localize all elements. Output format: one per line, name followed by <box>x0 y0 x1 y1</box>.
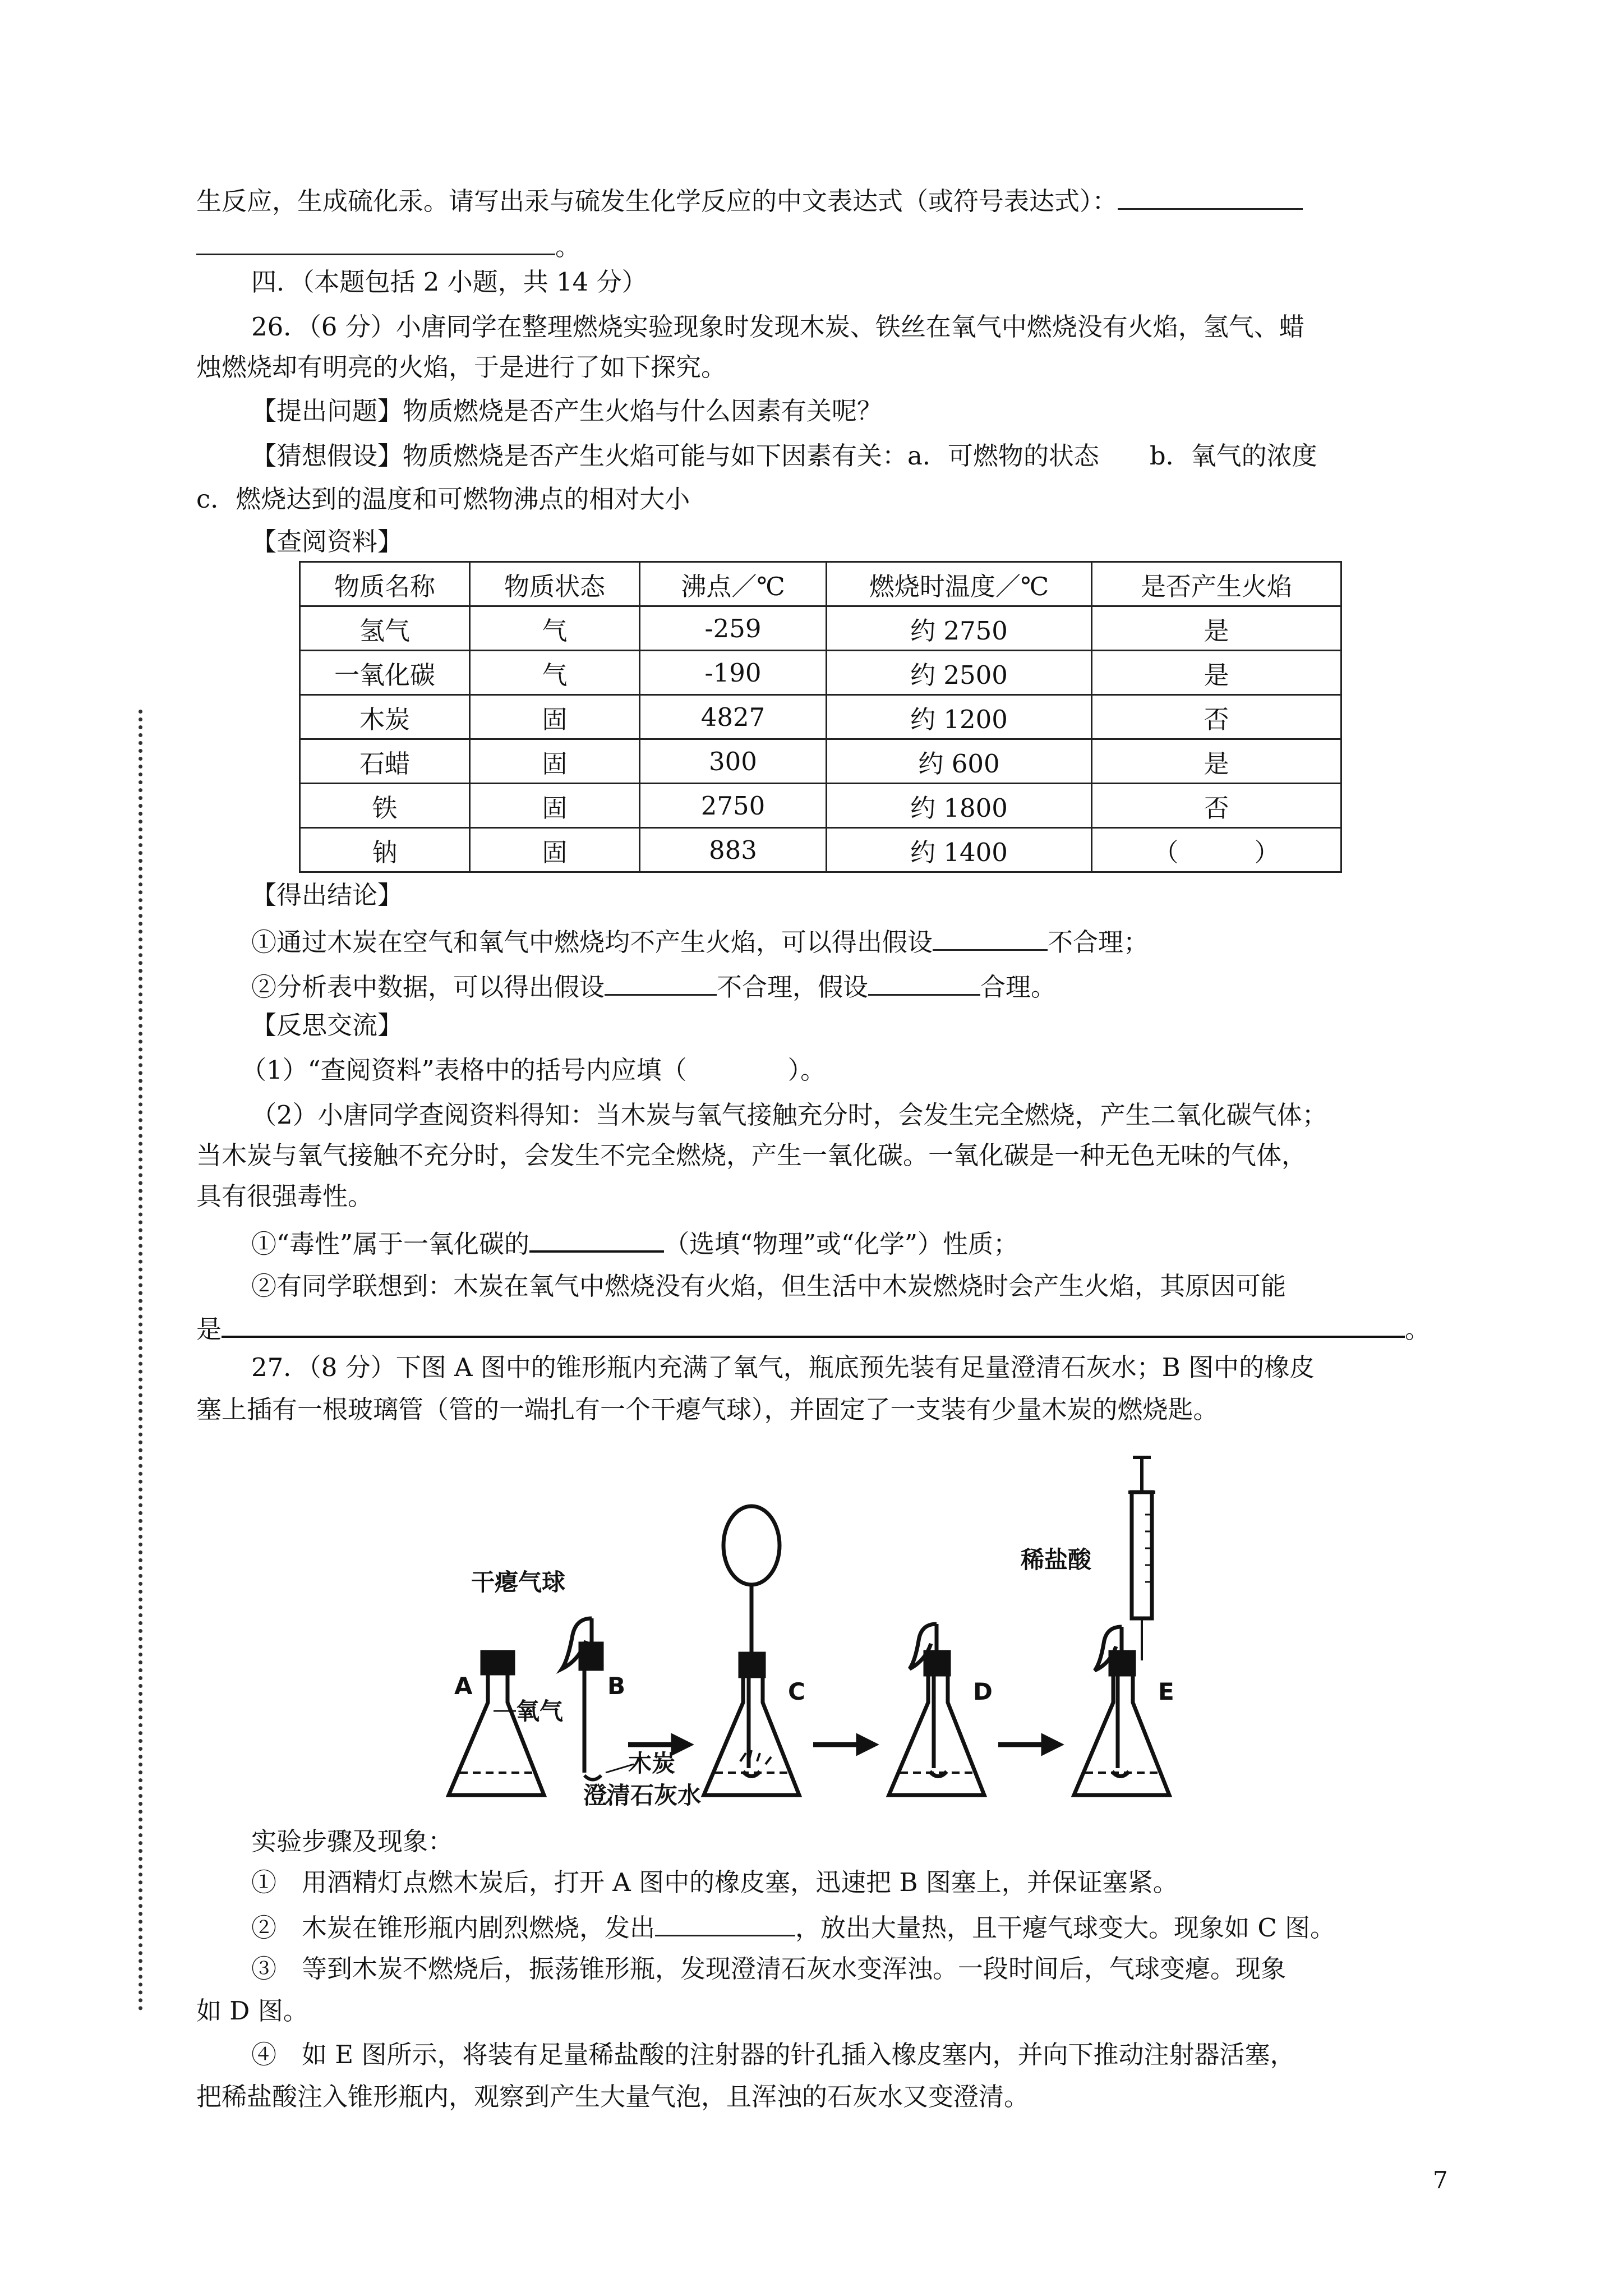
label-balloon: 干瘪气球 <box>471 1568 566 1596</box>
answer-line: 。 <box>196 229 580 263</box>
table-header: 沸点／℃ <box>640 562 827 606</box>
answer-blank[interactable] <box>605 969 717 996</box>
lookup-heading: 【查阅资料】 <box>251 527 403 556</box>
reflect-2-cont: 具有很强毒性。 <box>196 1181 374 1211</box>
hypothesis-line: 【猜想假设】物质燃烧是否产生火焰可能与如下因素有关：a．可燃物的状态 b．氧气的浓度 <box>251 441 1317 471</box>
label-acid: 稀盐酸 <box>1021 1546 1092 1573</box>
answer-blank[interactable] <box>222 1311 1405 1338</box>
question-25-end-line <box>196 183 1303 217</box>
step-2: ② 木炭在锥形瓶内剧烈燃烧，发出 ，放出大量热，且干瘪气球变大。现象如 C 图。 <box>251 1910 1335 1944</box>
flask-d <box>889 1624 984 1795</box>
step-3: ③ 等到木炭不燃烧后，振荡锥形瓶，发现澄清石灰水变浑浊。一段时间后，气球变瘪。现象 <box>251 1954 1287 1984</box>
reflect-2: （2）小唐同学查阅资料得知：当木炭与氧气接触充分时，会发生完全燃烧，产生二氧化碳气体； <box>251 1100 1327 1130</box>
raise-question: 【提出问题】物质燃烧是否产生火焰与什么因素有关呢？ <box>251 396 883 426</box>
step-4-cont: 把稀盐酸注入锥形瓶内，观察到产生大量气泡，且浑浊的石灰水又变澄清。 <box>196 2082 1030 2111</box>
label-d: D <box>973 1678 993 1705</box>
table-header: 是否产生火焰 <box>1092 562 1341 606</box>
reflect-heading: 【反思交流】 <box>251 1010 403 1040</box>
table-header: 物质状态 <box>470 562 640 606</box>
table-header-row <box>300 562 1341 606</box>
table-header: 物质名称 <box>300 562 470 606</box>
question-26-stem-cont: 烛燃烧却有明亮的火焰，于是进行了如下探究。 <box>196 352 727 382</box>
table-row: 钠 固 883 约 1400 （ ） <box>300 828 1341 872</box>
reflect-2-2-answer: 是 。 <box>196 1311 1430 1345</box>
label-charcoal: 木炭 <box>628 1750 676 1777</box>
conclusion-2: ②分析表中数据，可以得出假设 不合理，假设 合理。 <box>251 969 1056 1003</box>
step-1: ① 用酒精灯点燃木炭后，打开 A 图中的橡皮塞，迅速把 B 图塞上，并保证塞紧。 <box>251 1867 1178 1897</box>
table-row: 木炭 固 4827 约 1200 否 <box>300 695 1341 739</box>
reflect-2-1: ①“毒性”属于一氧化碳的 （选填“物理”或“化学”）性质； <box>251 1226 1018 1260</box>
hypothesis-c: c．燃烧达到的温度和可燃物沸点的相对大小 <box>196 484 690 514</box>
table-row: 一氧化碳 气 -190 约 2500 是 <box>300 651 1341 695</box>
question-27-stem-cont: 塞上插有一根玻璃管（管的一端扎有一个干瘪气球），并固定了一支装有少量木炭的燃烧匙。 <box>196 1395 1219 1424</box>
label-e: E <box>1158 1678 1174 1705</box>
experiment-figure <box>437 1447 1223 1806</box>
answer-blank[interactable] <box>655 1910 795 1936</box>
conclusion-1: ①通过木炭在空气和氧气中燃烧均不产生火焰，可以得出假设 不合理； <box>251 924 1149 958</box>
label-a: A <box>454 1672 473 1700</box>
answer-blank[interactable] <box>196 229 555 255</box>
stopper-b <box>562 1618 602 1780</box>
section-heading: 四．（本题包括 2 小题，共 14 分） <box>251 267 647 297</box>
steps-heading: 实验步骤及现象： <box>251 1826 454 1856</box>
page-number: 7 <box>1433 2166 1448 2194</box>
text: 生反应，生成硫化汞。请写出汞与硫发生化学反应的中文表达式（或符号表达式）： <box>196 186 1118 216</box>
answer-blank[interactable] <box>868 969 980 996</box>
data-table <box>299 561 1342 873</box>
label-b: B <box>607 1672 626 1700</box>
answer-blank[interactable] <box>1118 183 1303 210</box>
table-header: 燃烧时温度／℃ <box>827 562 1092 606</box>
answer-blank[interactable] <box>529 1226 664 1253</box>
label-limewater: 澄清石灰水 <box>583 1782 702 1806</box>
step-3-cont: 如 D 图。 <box>196 1996 308 2026</box>
flask-c <box>704 1506 799 1795</box>
reflect-2-cont: 当木炭与氧气接触不充分时，会发生不完全燃烧，产生一氧化碳。一氧化碳是一种无色无味的气体， <box>196 1140 1307 1170</box>
label-c: C <box>788 1678 805 1705</box>
answer-blank[interactable] <box>933 924 1048 951</box>
table-row: 氢气 气 -259 约 2750 是 <box>300 606 1341 651</box>
conclusion-heading: 【得出结论】 <box>251 880 403 910</box>
question-27-stem: 27．（8 分）下图 A 图中的锥形瓶内充满了氧气，瓶底预先装有足量澄清石灰水；B 图中的橡皮 <box>251 1352 1315 1382</box>
reflect-1: （1）“查阅资料”表格中的括号内应填（ ）。 <box>241 1055 826 1085</box>
question-26-stem: 26．（6 分）小唐同学在整理燃烧实验现象时发现木炭、铁丝在氧气中燃烧没有火焰，氢气、蜡 <box>251 312 1304 342</box>
table-row: 铁 固 2750 约 1800 否 <box>300 784 1341 828</box>
step-4: ④ 如 E 图所示，将装有足量稀盐酸的注射器的针孔插入橡皮塞内，并向下推动注射器活塞， <box>251 2040 1295 2069</box>
flask-e <box>1074 1457 1169 1795</box>
label-oxygen: 氧气 <box>516 1697 564 1725</box>
reflect-2-2: ②有同学联想到：木炭在氧气中燃烧没有火焰，但生活中木炭燃烧时会产生火焰，其原因可能 <box>251 1271 1287 1301</box>
table-row: 石蜡 固 300 约 600 是 <box>300 739 1341 784</box>
binding-dotted-line <box>139 710 142 2011</box>
